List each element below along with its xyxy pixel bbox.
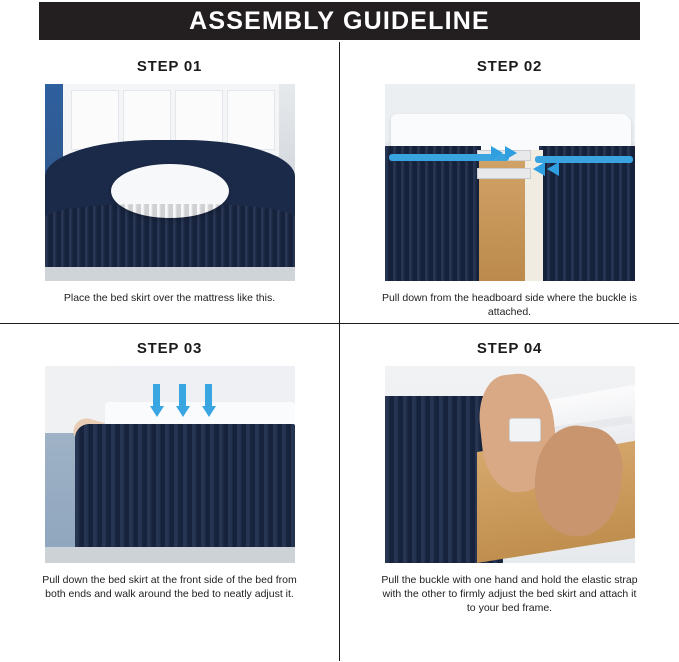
- floor: [45, 547, 295, 563]
- step-card-01: [0, 42, 339, 323]
- floor: [45, 267, 295, 281]
- arrow-down-icon: [150, 384, 163, 417]
- step-title-02: STEP 02: [476, 58, 543, 75]
- buckle: [509, 418, 541, 442]
- headboard-panel: [227, 90, 275, 150]
- bed-skirt-left: [385, 146, 481, 281]
- step-caption-01: Place the bed skirt over the mattress like this.: [63, 292, 276, 304]
- step-title-03: STEP 03: [136, 340, 203, 357]
- step-title-04: STEP 04: [476, 340, 543, 357]
- arrow-head: [176, 406, 190, 417]
- arrow-shaft: [179, 384, 186, 406]
- elastic-strap-band: [477, 168, 531, 179]
- step-image-02: [385, 84, 635, 281]
- arrow-down-icon: [202, 384, 215, 417]
- arrow-head: [150, 406, 164, 417]
- step-caption-03: Pull down the bed skirt at the front side of the bed from both ends and walk around the bed to neatly adjust it.: [42, 574, 297, 601]
- headboard-panel: [71, 90, 119, 150]
- arrow-left-icon: [533, 162, 545, 176]
- arrow-shaft: [153, 384, 160, 406]
- bed-skirt: [75, 424, 295, 549]
- step-image-01: [45, 84, 295, 281]
- arrow-shaft: [205, 384, 212, 406]
- page-title: ASSEMBLY GUIDELINE: [189, 6, 490, 35]
- step-image-03: [45, 366, 295, 563]
- step-card-04: [340, 324, 679, 661]
- steps-grid: [0, 42, 679, 662]
- arrow-right-icon: [505, 146, 517, 160]
- arrow-right-icon: [491, 146, 503, 160]
- arrow-head: [202, 406, 216, 417]
- mattress: [391, 114, 631, 150]
- step-image-04: [385, 366, 635, 563]
- step-caption-02: Pull down from the headboard side where the buckle is attached.: [381, 292, 638, 319]
- header-banner: [39, 2, 640, 40]
- step-title-01: STEP 01: [136, 58, 203, 75]
- step-card-03: [0, 324, 339, 661]
- arrow-down-icon: [176, 384, 189, 417]
- arrow-left-icon: [547, 162, 559, 176]
- step-caption-04: Pull the buckle with one hand and hold the elastic strap with the other to firmly adjust the bed skirt and attach it to your bed frame.: [381, 574, 638, 615]
- step-card-02: [340, 42, 679, 323]
